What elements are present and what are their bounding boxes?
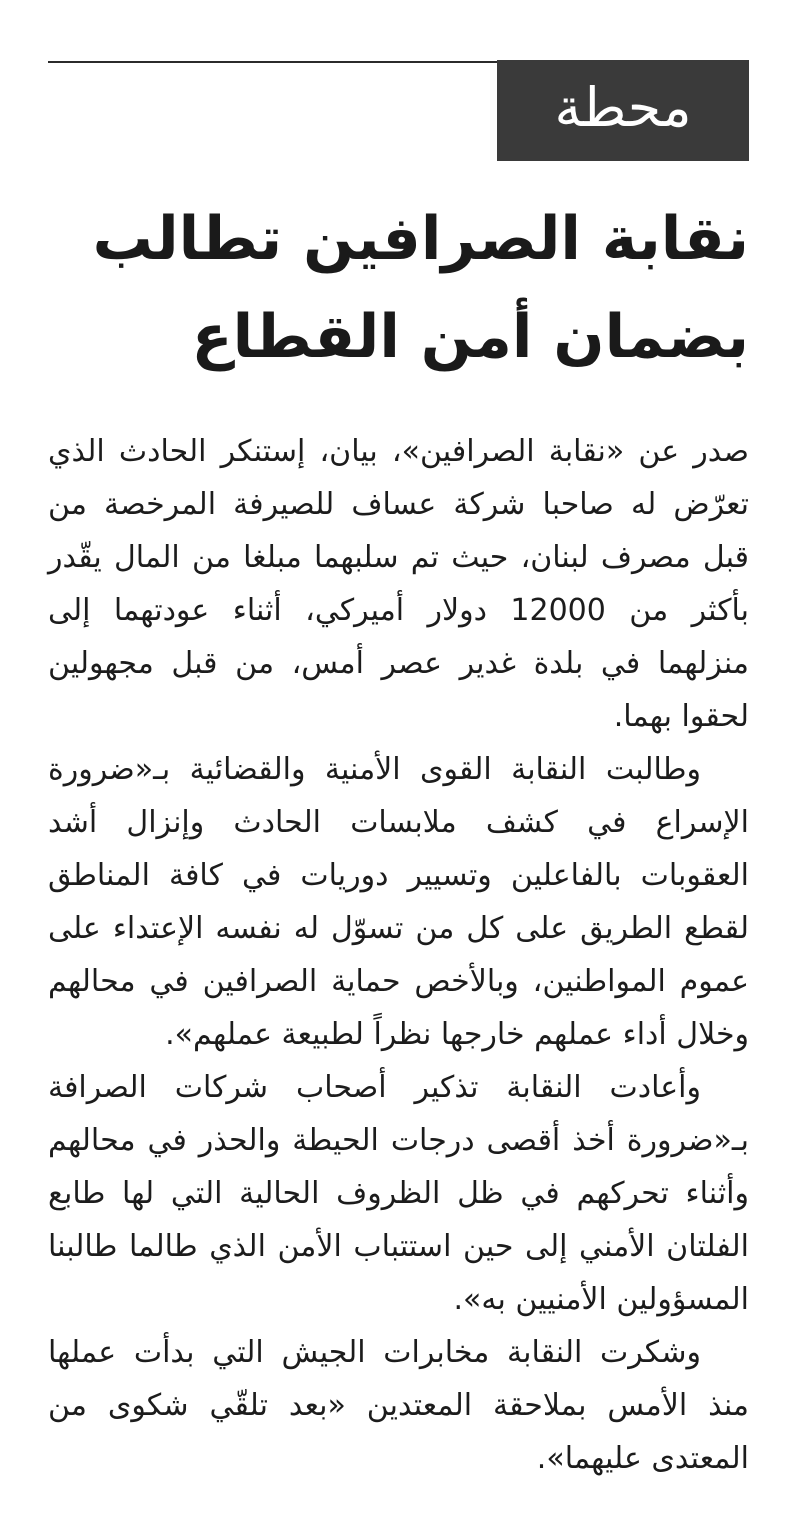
article-paragraph-3: وأعادت النقابة تذكير أصحاب شركات الصرافة بـ«ضرورة أخذ أقصى درجات الحيطة والحذر في محالهم وأثناء تحركهم في ظل الظروف الحالية التي لها طابع الفلتان الأمني إلى حين استتباب الأمن الذي طالما طالبنا المسؤولين الأمنيين به». xyxy=(48,1070,749,1317)
article-paragraph-2: وطالبت النقابة القوى الأمنية والقضائية بـ«ضرورة الإسراع في كشف ملابسات الحادث وإنزال أشد العقوبات بالفاعلين وتسيير دوريات في كافة المناطق لقطع الطريق على كل من تسوّل له نفسه الإعتداء على عموم المواطنين، وبالأخص حماية الصرافين في محالهم وخلال أداء عملهم خارجها نظراً لطبيعة عملهم». xyxy=(48,752,749,1052)
article-paragraph-1: صدر عن «نقابة الصرافين»، بيان، إستنكر الحادث الذي تعرّض له صاحبا شركة عساف للصيرفة المرخصة من قبل مصرف لبنان، حيث تم سلبهما مبلغا من المال يقّدر بأكثر من 12000 دولار أميركي، أثناء عودتهما إلى منزلهما في بلدة غدير عصر أمس، من قبل مجهولين لحقوا بهما. xyxy=(48,434,749,734)
headline-line-2: بضمان أمن القطاع xyxy=(191,302,749,372)
section-label-badge xyxy=(497,60,749,161)
top-divider-rule xyxy=(48,61,500,63)
article-body xyxy=(48,425,749,1485)
headline-line-1: نقابة الصرافين تطالب xyxy=(92,204,749,274)
article-headline xyxy=(48,190,749,386)
article-paragraph-4: وشكرت النقابة مخابرات الجيش التي بدأت عملها منذ الأمس بملاحقة المعتدين «بعد تلقّي شكوى من المعتدى عليهما». xyxy=(48,1335,749,1476)
section-label: محطة xyxy=(554,76,692,139)
